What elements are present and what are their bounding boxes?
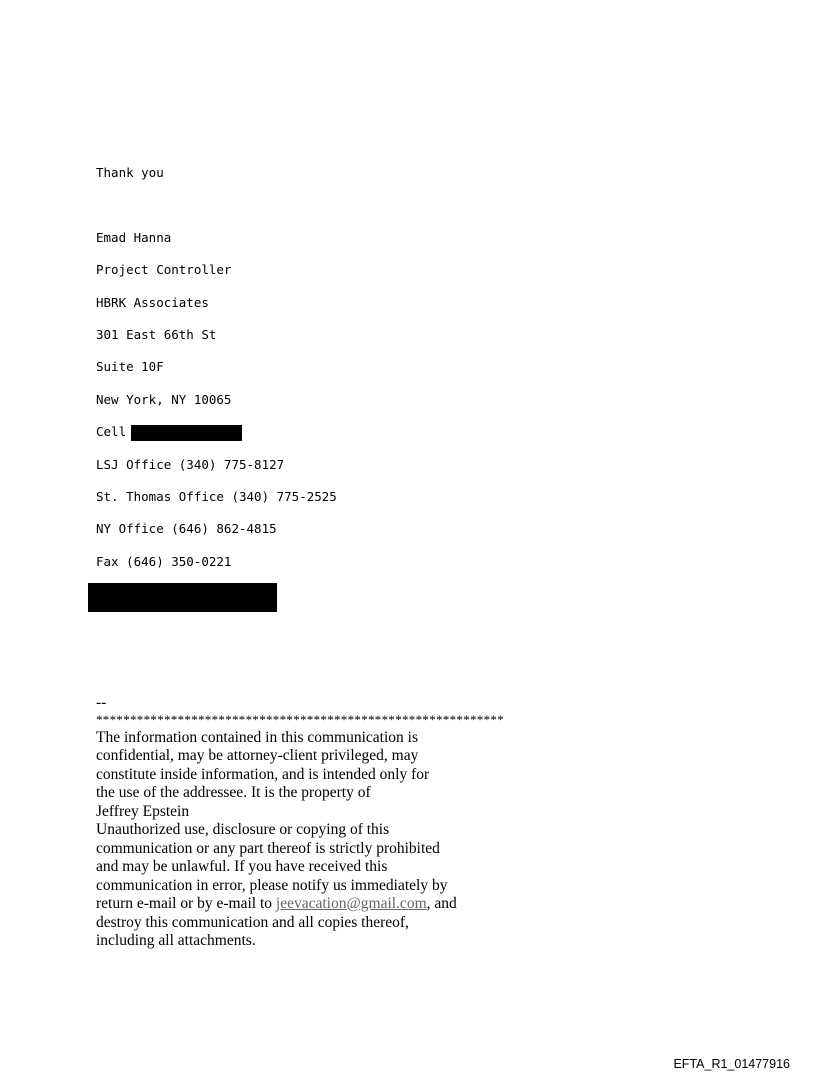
disclaimer-line: communication or any part thereof is strictly prohibited <box>96 839 440 857</box>
disclaimer-text: , and <box>426 895 457 912</box>
fax-number: Fax (646) 350-0221 <box>96 554 232 569</box>
disclaimer-line: and may be unlawful. If you have received this <box>96 858 388 875</box>
cell-redaction <box>131 425 242 441</box>
disclaimer-line: including all attachments. <box>96 932 256 949</box>
disclaimer-line: The information contained in this communication is <box>96 728 418 746</box>
disclaimer-line-with-email <box>96 895 616 914</box>
sender-name: Emad Hanna <box>96 230 172 245</box>
lsj-office-phone: LSJ Office (340) 775-8127 <box>96 457 285 472</box>
disclaimer-line: Jeffrey Epstein <box>96 802 190 820</box>
star-divider: ************************************************************ <box>96 712 504 727</box>
disclaimer-line: confidential, may be attorney-client privileged, may <box>96 747 419 764</box>
sender-title: Project Controller <box>96 262 232 277</box>
address-suite: Suite 10F <box>96 359 164 374</box>
disclaimer-text: return e-mail or by e-mail to <box>96 895 276 912</box>
closing-text: Thank you <box>96 165 164 180</box>
disclaimer-line: communication in error, please notify us immediately by <box>96 876 448 894</box>
document-id: EFTA_R1_01477916 <box>673 1057 790 1071</box>
email-redaction <box>88 583 277 612</box>
disclaimer-line: constitute inside information, and is intended only for <box>96 765 430 783</box>
disclaimer-line: the use of the addressee. It is the property of <box>96 784 371 801</box>
separator: -- <box>96 694 107 711</box>
ny-office-phone: NY Office (646) 862-4815 <box>96 521 277 536</box>
address-city: New York, NY 10065 <box>96 392 232 407</box>
company-name: HBRK Associates <box>96 295 209 310</box>
address-street: 301 East 66th St <box>96 327 217 342</box>
cell-label: Cell <box>96 424 127 439</box>
disclaimer-line: destroy this communication and all copies thereof, <box>96 913 409 931</box>
confidentiality-disclaimer <box>96 694 616 951</box>
disclaimer-line: Unauthorized use, disclosure or copying of this <box>96 821 390 838</box>
st-thomas-office-phone: St. Thomas Office (340) 775-2525 <box>96 489 337 504</box>
email-link[interactable]: jeevacation@gmail.com <box>275 895 427 912</box>
